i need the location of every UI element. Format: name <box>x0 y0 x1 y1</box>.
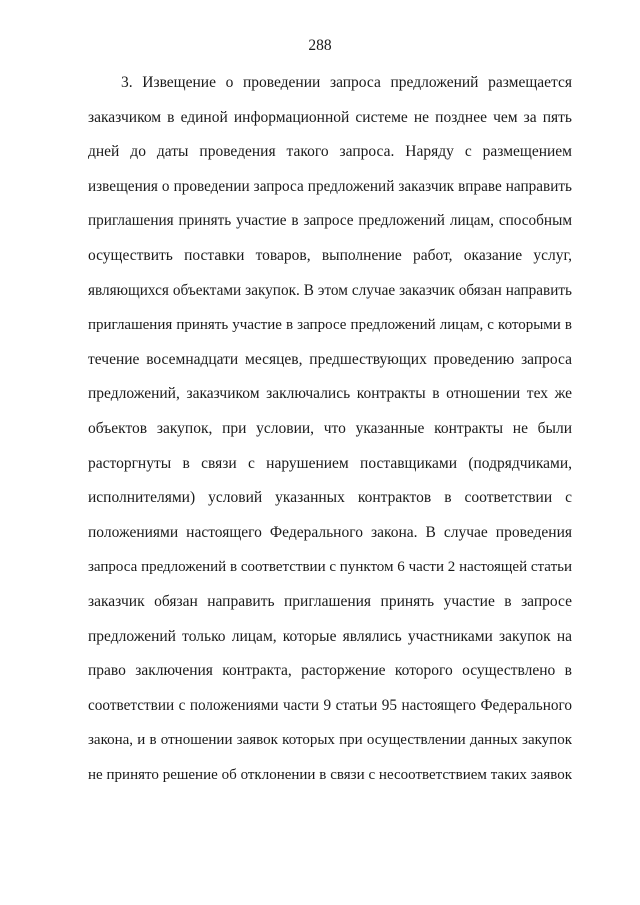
text-line: не принято решение об отклонении в связи с несоответствием таких заявок <box>88 766 572 783</box>
text-line: объектов закупок, при условии, что указанные контракты не были <box>88 419 572 437</box>
text-line: заказчик обязан направить приглашения принять участие в запросе <box>88 592 572 610</box>
text-line: предложений только лицам, которые являлись участниками закупок на <box>88 627 572 645</box>
text-line: приглашения принять участие в запросе предложений лицам, способным <box>88 212 572 230</box>
text-line: исполнителями) условий указанных контрактов в соответствии с <box>88 489 572 507</box>
text-line: извещения о проведении запроса предложений заказчик вправе направить <box>88 177 572 195</box>
paragraph <box>88 73 572 799</box>
text-line: запроса предложений в соответствии с пунктом 6 части 2 настоящей статьи <box>88 559 572 576</box>
text-line: положениями настоящего Федерального закона. В случае проведения <box>88 523 572 541</box>
text-line: являющихся объектами закупок. В этом случае заказчик обязан направить <box>88 281 572 299</box>
text-line: приглашения принять участие в запросе предложений лицам, с которыми в <box>88 317 572 334</box>
text-line: течение восемнадцати месяцев, предшествующих проведению запроса <box>88 350 572 368</box>
text-line: осуществить поставки товаров, выполнение работ, оказание услуг, <box>88 246 572 264</box>
text-line: право заключения контракта, расторжение которого осуществлено в <box>88 662 572 680</box>
text-line: предложений, заказчиком заключались контракты в отношении тех же <box>88 385 572 403</box>
text-line: закона, и в отношении заявок которых при осуществлении данных закупок <box>88 732 572 749</box>
text-line: расторгнуты в связи с нарушением поставщиками (подрядчиками, <box>88 454 572 472</box>
text-line: дней до даты проведения такого запроса. Наряду с размещением <box>88 143 572 161</box>
text-line: заказчиком в единой информационной системе не позднее чем за пять <box>88 108 572 126</box>
page-number: 288 <box>308 37 332 54</box>
text-line: соответствии с положениями части 9 статьи 95 настоящего Федерального <box>88 696 572 714</box>
text-line: 3. Извещение о проведении запроса предложений размещается <box>121 74 572 91</box>
